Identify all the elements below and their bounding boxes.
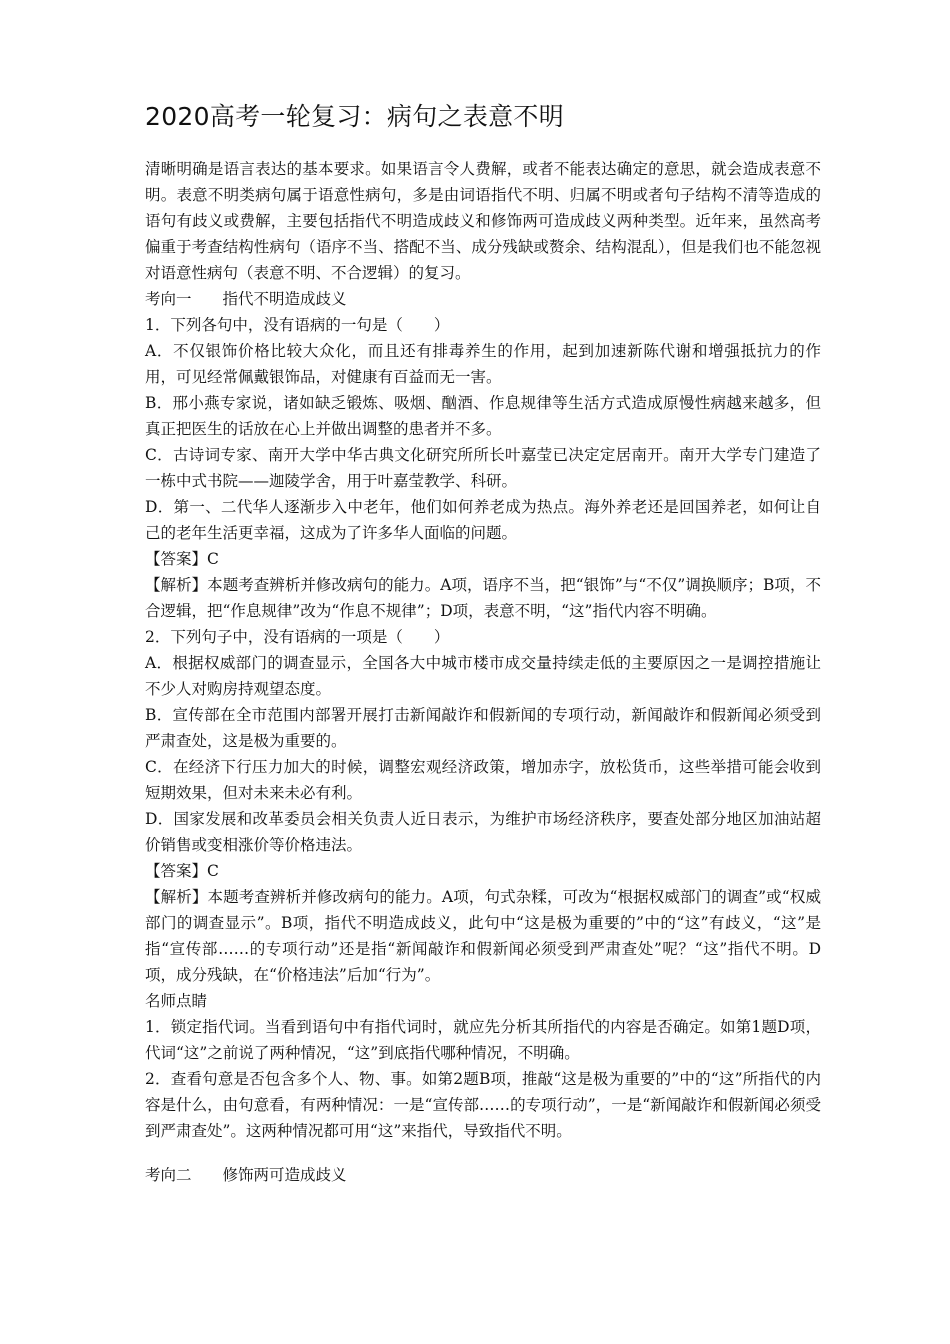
intro-paragraph: 清晰明确是语言表达的基本要求。如果语言令人费解，或者不能表达确定的意思，就会造成表意不明。表意不明类病句属于语意性病句，多是由词语指代不明、归属不明或者句子结构不清等造成的语句有歧义或费解，主要包括指代不明造成歧义和修饰两可造成歧义两种类型。近年来，虽然高考偏重于考查结构性病句（语序不当、搭配不当、成分残缺或赘余、结构混乱），但是我们也不能忽视对语意性病句（表意不明、不合逻辑）的复习。 [145, 160, 821, 282]
section-heading-2: 考向二 修饰两可造成歧义 [145, 1166, 347, 1184]
q1-option-c: C．古诗词专家、南开大学中华古典文化研究所所长叶嘉莹已决定定居南开。南开大学专门建造了一栋中式书院——迦陵学舍，用于叶嘉莹教学、科研。 [145, 446, 821, 490]
q1-answer: 【答案】C [145, 550, 219, 568]
question-2: 2．下列句子中，没有语病的一项是（ ） [145, 628, 450, 646]
question-1: 1．下列各句中，没有语病的一句是（ ） [145, 316, 450, 334]
q1-option-b: B．邢小燕专家说，诸如缺乏锻炼、吸烟、酗酒、作息规律等生活方式造成原慢性病越来越多，但真正把医生的话放在心上并做出调整的患者并不多。 [145, 394, 821, 438]
q2-explanation: 【解析】本题考查辨析并修改病句的能力。A项，句式杂糅，可改为“根据权威部门的调查”或“权威部门的调查显示”。B项，指代不明造成歧义，此句中“这是极为重要的”中的“这”有歧义，“这”是指“宣传部……的专项行动”还是指“新闻敲诈和假新闻必须受到严肃查处”呢？“这”指代不明。D项，成分残缺，在“价格违法”后加“行为”。 [145, 888, 821, 984]
document-body [145, 100, 821, 1188]
tip-2: 2．查看句意是否包含多个人、物、事。如第2题B项，推敲“这是极为重要的”中的“这”所指代的内容是什么，由句意看，有两种情况：一是“宣传部……的专项行动”，一是“新闻敲诈和假新闻必须受到严肃查处”。这两种情况都可用“这”来指代，导致指代不明。 [145, 1070, 821, 1140]
q2-option-c: C．在经济下行压力加大的时候，调整宏观经济政策，增加赤字，放松货币，这些举措可能会收到短期效果，但对未来未必有利。 [145, 758, 821, 802]
q1-explanation: 【解析】本题考查辨析并修改病句的能力。A项，语序不当，把“银饰”与“不仅”调换顺序；B项，不合逻辑，把“作息规律”改为“作息不规律”；D项，表意不明，“这”指代内容不明确。 [145, 576, 821, 620]
document-title: 2020高考一轮复习：病句之表意不明 [145, 102, 565, 131]
q2-option-a: A．根据权威部门的调查显示，全国各大中城市楼市成交量持续走低的主要原因之一是调控措施让不少人对购房持观望态度。 [145, 654, 821, 698]
q2-option-d: D．国家发展和改革委员会相关负责人近日表示，为维护市场经济秩序，要查处部分地区加油站超价销售或变相涨价等价格违法。 [145, 810, 821, 854]
tip-1: 1．锁定指代词。当看到语句中有指代词时，就应先分析其所指代的内容是否确定。如第1题D项，代词“这”之前说了两种情况，“这”到底指代哪种情况，不明确。 [145, 1018, 821, 1062]
q1-option-d: D．第一、二代华人逐渐步入中老年，他们如何养老成为热点。海外养老还是回国养老，如何让自己的老年生活更幸福，这成为了许多华人面临的问题。 [145, 498, 821, 542]
q2-answer: 【答案】C [145, 862, 219, 880]
q1-option-a: A．不仅银饰价格比较大众化，而且还有排毒养生的作用，起到加速新陈代谢和增强抵抗力的作用，可见经常佩戴银饰品，对健康有百益而无一害。 [145, 342, 821, 386]
tips-heading: 名师点睛 [145, 992, 208, 1010]
blank-line [145, 1144, 821, 1162]
q2-option-b: B．宣传部在全市范围内部署开展打击新闻敲诈和假新闻的专项行动，新闻敲诈和假新闻必须受到严肃查处，这是极为重要的。 [145, 706, 821, 750]
section-heading-1: 考向一 指代不明造成歧义 [145, 290, 347, 308]
